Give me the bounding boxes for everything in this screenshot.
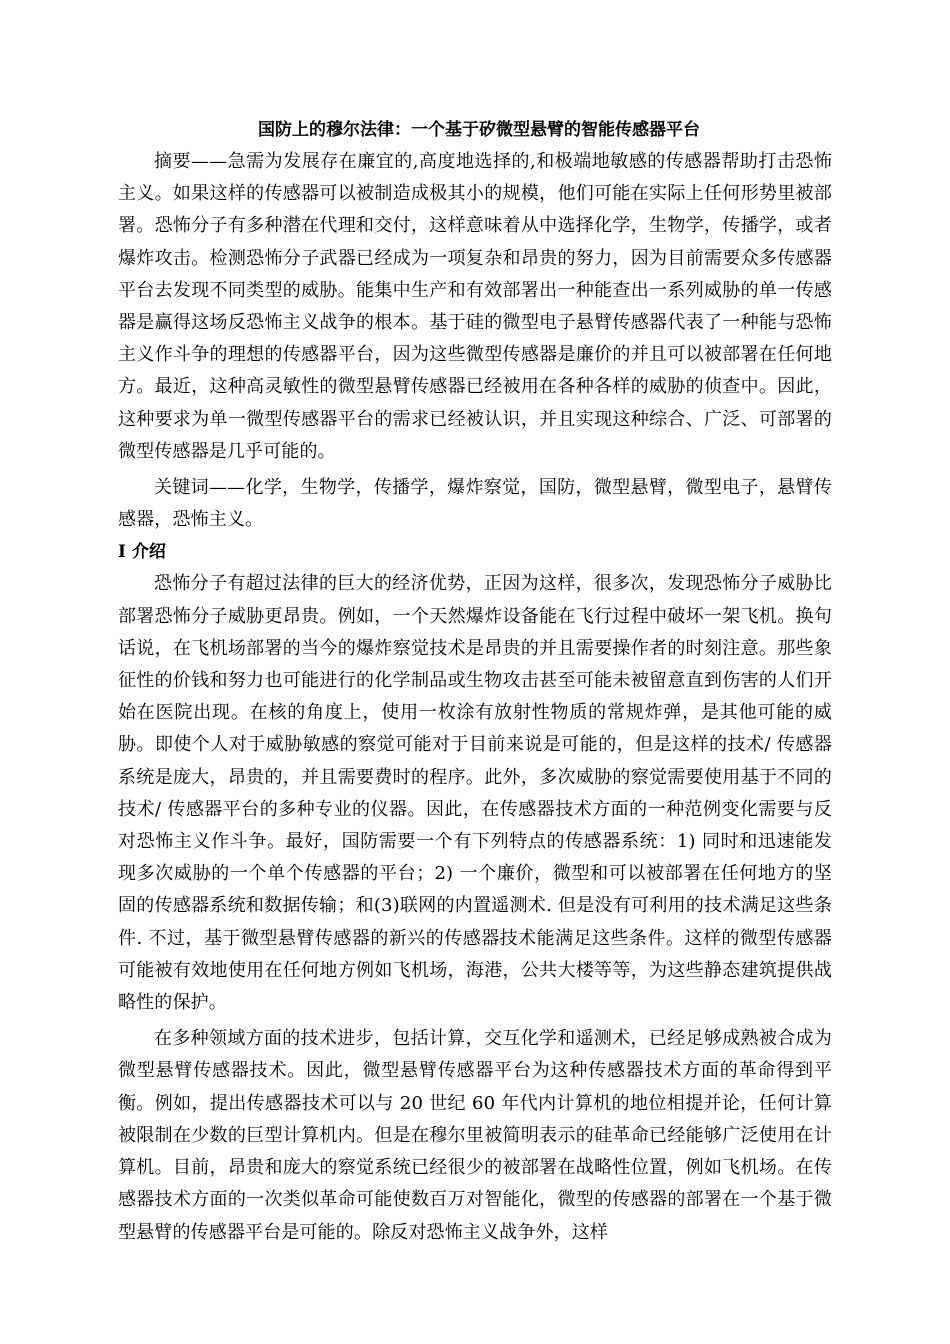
body-paragraph: 在多种领域方面的技术进步，包括计算，交互化学和遥测术，已经足够成熟被合成为微型悬臂传感器技术。因此，微型悬臂传感器平台为这种传感器技术方面的革命得到平衡。例如，提出传感器技术可以与 20 世纪 60 年代内计算机的地位相提并论，任何计算被限制在少数的巨型计算机内。但是在穆尔里被简明表示的硅革命已经能够广泛使用在计算机。目前，昂贵和庞大的察觉系统已经很少的被部署在战略性位置，例如飞机场。在传感器技术方面的一次类似革命可能使数百万对智能化，微型的传感器的部署在一个基于微型悬臂的传感器平台是可能的。除反对恐怖主义战争外，这样 bbox=[118, 1028, 832, 1243]
body-paragraph: 恐怖分子有超过法律的巨大的经济优势，正因为这样，很多次，发现恐怖分子威胁比部署恐怖分子威胁更昂贵。例如，一个天然爆炸设备能在飞行过程中破坏一架飞机。换句话说，在飞机场部署的当今的爆炸察觉技术是昂贵的并且需要操作者的时刻注意。那些象征性的价钱和努力也可能进行的化学制品或生物攻击甚至可能未被留意直到伤害的人们开始在医院出现。在核的角度上，使用一枚涂有放射性物质的常规炸弹，是其他可能的威胁。即使个人对于威胁敏感的察觉可能对于目前来说是可能的，但是这样的技术/ 传感器系统是庞大，昂贵的，并且需要费时的程序。此外，多次威胁的察觉需要使用基于不同的技术/ 传感器平台的多种专业的仪器。因此，在传感器技术方面的一种范例变化需要与反对恐怖主义作斗争。最好，国防需要一个有下列特点的传感器系统：1) 同时和迅速能发现多次威胁的一个单个传感器的平台；2) 一个廉价，微型和可以被部署在任何地方的坚固的传感器系统和数据传输；和(3)联网的内置遥测术. 但是没有可利用的技术满足这些条件. 不过，基于微型悬臂传感器的新兴的传感器技术能满足这些条件。这样的微型传感器可能被有效地使用在任何地方例如飞机场，海港，公共大楼等等，为这些静态建筑提供战略性的保护。 bbox=[118, 573, 832, 1014]
keywords-paragraph: 关键词——化学，生物学，传播学，爆炸察觉，国防，微型悬臂，微型电子，悬臂传感器，恐怖主义。 bbox=[118, 477, 832, 531]
abstract-paragraph: 摘要——急需为发展存在廉宜的,高度地选择的,和极端地敏感的传感器帮助打击恐怖主义。如果这样的传感器可以被制造成极其小的规模，他们可能在实际上任何形势里被部署。恐怖分子有多种潜在代理和交付，这样意味着从中选择化学，生物学，传播学，或者爆炸攻击。检测恐怖分子武器已经成为一项复杂和昂贵的努力，因为目前需要众多传感器平台去发现不同类型的威胁。能集中生产和有效部署出一种能查出一系列威胁的单一传感器是赢得这场反恐怖主义战争的根本。基于硅的微型电子悬臂传感器代表了一种能与恐怖主义作斗争的理想的传感器平台，因为这些微型传感器是廉价的并且可以被部署在任何地方。最近，这种高灵敏性的微型悬臂传感器已经被用在各种各样的威胁的侦查中。因此， 这种要求为单一微型传感器平台的需求已经被认识，并且实现这种综合、广泛、可部署的微型传感器是几乎可能的。 bbox=[118, 151, 832, 462]
section-heading-introduction: I 介绍 bbox=[118, 542, 166, 563]
document-title: 国防上的穆尔法律：一个基于矽微型悬臂的智能传感器平台 bbox=[258, 120, 700, 140]
document-body bbox=[118, 114, 832, 1249]
